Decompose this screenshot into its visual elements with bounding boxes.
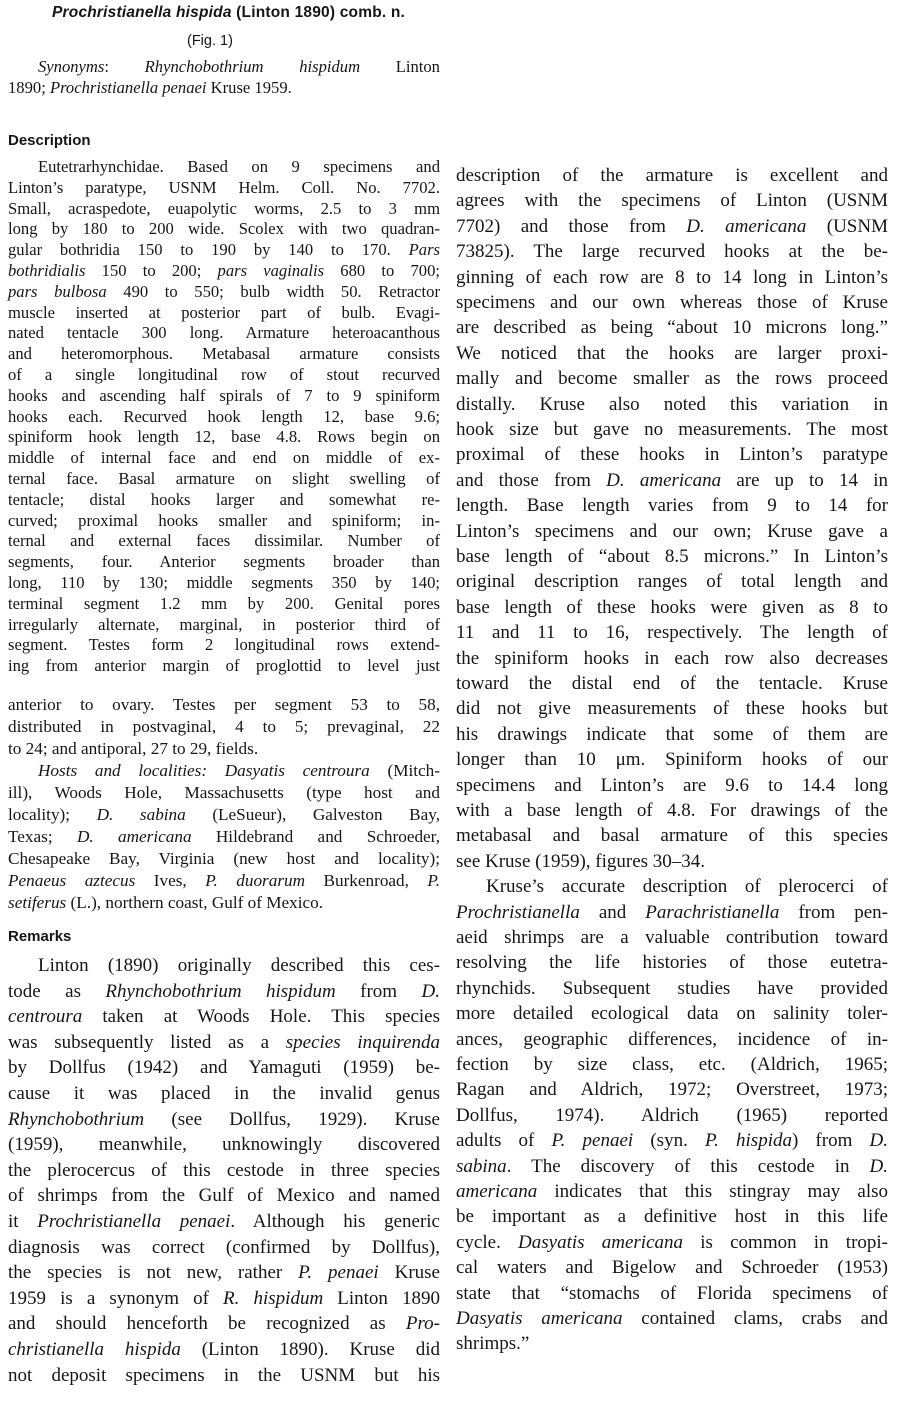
text-line: [8, 1107, 440, 1132]
italic-text: P.: [427, 871, 441, 890]
italic-text: americana: [456, 1181, 538, 1202]
italic-text: Penaeus aztecus: [8, 871, 136, 890]
text-run: We noticed that the hooks are larger proxi-: [456, 342, 888, 364]
text-run: of a single longitudinal row of stout recurved: [8, 365, 440, 384]
text-line: [456, 366, 888, 391]
text-line: [456, 646, 888, 671]
text-line: [8, 738, 440, 759]
text-run: Ragan and Aldrich, 1972; Overstreet, 1973;: [456, 1079, 888, 1101]
text-line: [456, 900, 888, 925]
text-line: [8, 552, 440, 572]
text-line: [456, 925, 888, 950]
text-run: anterior to ovary. Testes per segment 53 to 58,: [8, 695, 440, 714]
text-run: with a base length of 4.8. For drawings of the: [456, 800, 888, 821]
text-run: of shrimps from the Gulf of Mexico and named: [8, 1185, 440, 1207]
text-run: (Mitch-: [369, 761, 440, 780]
text-line: [8, 344, 440, 364]
text-run: are described as being “about 10 microns long.”: [456, 317, 888, 339]
text-run: diagnosis was correct (confirmed by Dollfus),: [8, 1236, 440, 1258]
italic-text: Parachristianella: [645, 901, 780, 923]
text-run: (Linton 1890). Kruse did: [180, 1339, 440, 1360]
text-run: ginning of each row are 8 to 14 long in Linton’s: [456, 266, 888, 288]
text-line: [456, 976, 888, 1001]
text-run: :: [104, 57, 145, 76]
text-run: distributed in postvaginal, 4 to 5; prevaginal, 22: [8, 717, 440, 736]
text-run: . The discovery of this cestode in: [506, 1155, 870, 1177]
text-line: [456, 823, 888, 848]
text-line: [8, 1286, 440, 1311]
text-run: middle of internal face and end on middle of ex-: [8, 448, 440, 468]
text-run: agrees with the specimens of Linton (USNM: [456, 190, 888, 212]
text-line: [8, 1260, 440, 1285]
text-line: [8, 760, 440, 781]
text-run: long by 180 to 200 wide. Scolex with two quadran-: [8, 219, 440, 239]
text-line: [8, 979, 440, 1004]
text-line: [8, 1235, 440, 1260]
text-line: [8, 1030, 440, 1055]
text-line: [456, 519, 888, 544]
text-line: [8, 1081, 440, 1106]
italic-text: pars vaginalis: [217, 261, 325, 280]
text-run: ternal and external faces dissimilar. Number of: [8, 531, 440, 551]
text-line: [8, 78, 440, 98]
text-line: [8, 448, 440, 468]
text-line: [8, 157, 440, 177]
text-run: curved; proximal hooks smaller and spiniform; in-: [8, 510, 440, 530]
text-run: gular bothridia 150 to 190 by 140 to 170.: [8, 240, 409, 260]
text-line: [8, 427, 440, 447]
text-run: the spiniform hooks in each row also decreases: [456, 647, 888, 669]
text-line: [8, 848, 440, 869]
text-run: and: [579, 901, 646, 923]
text-line: [8, 826, 440, 847]
text-line: [456, 1027, 888, 1052]
text-line: [456, 1331, 888, 1356]
text-line: [456, 849, 888, 874]
text-line: [456, 1230, 888, 1255]
text-run: state that “stomachs of Florida specimens of: [456, 1282, 888, 1304]
italic-text: pars bulbosa: [8, 281, 107, 301]
text-run: be important as a definitive host in this life: [456, 1206, 888, 1228]
text-run: base length of these hooks were given as 8 to: [456, 596, 888, 618]
italic-text: P. penaei: [298, 1262, 379, 1284]
text-run: tode as: [8, 980, 106, 1002]
text-run: hooks and ascending half spirals of 7 to 9 spiniform: [8, 385, 440, 405]
text-line: [456, 773, 888, 798]
text-run: (L.), northern coast, Gulf of Mexico.: [66, 893, 324, 912]
text-line: [456, 747, 888, 772]
text-line: [456, 544, 888, 569]
text-run: length. Base length varies from 9 to 14 for: [456, 495, 888, 517]
text-line: [8, 365, 440, 385]
text-run: long, 110 by 130; middle segments 350 by 140;: [8, 573, 440, 592]
text-line: [8, 490, 440, 510]
text-run: fection by size class, etc. (Aldrich, 1965;: [456, 1054, 888, 1075]
text-line: [456, 315, 888, 340]
text-line: [8, 531, 440, 551]
text-run: ill), Woods Hole, Massachusetts (type host and: [8, 783, 440, 802]
italic-text: Prochristianella penaei: [37, 1211, 231, 1232]
text-line: [8, 303, 440, 323]
italic-text: Prochristianella penaei: [49, 78, 207, 97]
text-line: [8, 323, 440, 343]
text-line: [8, 407, 440, 427]
text-line: [456, 696, 888, 721]
italic-text: Dasyatis americana: [518, 1231, 684, 1253]
text-line: [456, 188, 888, 213]
text-line: [456, 214, 888, 239]
text-line: [8, 870, 440, 891]
text-run: it: [8, 1211, 38, 1232]
text-run: hooks each. Recurved hook length 12, base 9.6;: [8, 406, 440, 426]
text-line: [456, 1001, 888, 1026]
text-line: [8, 1311, 440, 1336]
text-run: Hildebrand and Schroeder,: [191, 827, 441, 846]
text-run: did not give measurements of these hooks but: [456, 698, 888, 720]
text-line: [456, 1103, 888, 1128]
text-run: Eutetrarhynchidae. Based on 9 specimens and: [38, 157, 440, 176]
text-line: [8, 1055, 440, 1080]
text-line: [456, 671, 888, 696]
text-run: distally. Kruse also noted this variation in: [456, 393, 888, 415]
text-line: [456, 1306, 888, 1331]
text-run: base length of “about 8.5 microns.” In Linton’s: [456, 546, 888, 567]
text-run: aeid shrimps are a valuable contribution toward: [456, 927, 888, 948]
text-run: original description ranges of total length and: [456, 571, 888, 593]
text-line: [456, 1052, 888, 1077]
text-line: [456, 1281, 888, 1306]
text-line: [456, 417, 888, 442]
italic-text: D. americana: [686, 215, 807, 237]
text-run: Kruse’s accurate description of plerocerci of: [486, 876, 888, 898]
text-run: longer than 10 μm. Spiniform hooks of our: [456, 749, 888, 771]
italic-text: P. duorarum: [205, 871, 306, 890]
text-line: [456, 468, 888, 493]
text-run: ) from: [791, 1130, 870, 1152]
italic-text: species inquirenda: [285, 1031, 441, 1053]
text-line: [456, 569, 888, 594]
text-line: [456, 1077, 888, 1102]
text-line: [456, 722, 888, 747]
text-line: [8, 635, 440, 655]
text-line: [456, 1204, 888, 1229]
italic-text: Prochristianella: [456, 901, 580, 923]
text-run: is common in tropi-: [683, 1231, 889, 1253]
text-run: was subsequently listed as a: [8, 1031, 286, 1053]
italic-text: Rhynchobothrium hispidum: [144, 57, 361, 76]
text-run: Dollfus, 1974). Aldrich (1965) reported: [456, 1104, 888, 1126]
text-run: 680 to 700;: [324, 261, 440, 280]
text-run: (LeSueur), Galveston Bay,: [185, 805, 440, 824]
italic-text: D. americana: [76, 827, 192, 846]
text-run: hook size but gave no measurements. The most: [456, 419, 888, 440]
text-run: segments, four. Anterior segments broader than: [8, 552, 440, 572]
text-run: Linton 1890: [323, 1287, 441, 1309]
text-run: Linton’s paratype, USNM Helm. Coll. No. 7702.: [8, 177, 440, 197]
text-run: indicates that this stingray may also: [537, 1181, 888, 1202]
text-run: metabasal and basal armature of this species: [456, 825, 888, 847]
text-run: cal waters and Bigelow and Schroeder (1953): [456, 1257, 888, 1279]
text-line: [8, 782, 440, 803]
italic-text: D.: [869, 1130, 888, 1152]
text-run: 7702) and those from: [456, 215, 687, 237]
text-run: (1959), meanwhile, unknowingly discovered: [8, 1134, 440, 1156]
species-title-authority: (Linton 1890) comb. n.: [231, 4, 406, 21]
text-run: (syn.: [633, 1130, 705, 1152]
text-line: [456, 493, 888, 518]
text-line: [456, 442, 888, 467]
text-run: Chesapeake Bay, Virginia (new host and locality);: [8, 849, 440, 868]
text-run: 1890;: [8, 78, 50, 97]
text-line: [8, 199, 440, 219]
figure-reference: (Fig. 1): [187, 33, 233, 49]
remarks-heading: Remarks: [8, 928, 72, 945]
text-line: [8, 953, 440, 978]
text-run: taken at Woods Hole. This species: [82, 1006, 440, 1028]
text-line: [8, 469, 440, 489]
text-line: [8, 1183, 440, 1208]
italic-text: Pars: [408, 240, 440, 260]
text-line: [8, 261, 440, 281]
text-run: irregularly alternate, marginal, in posterior third of: [8, 614, 440, 634]
text-run: terminal segment 1.2 mm by 200. Genital pores: [8, 593, 440, 613]
text-line: [8, 594, 440, 614]
italic-text: D.: [421, 980, 440, 1002]
text-line: [456, 595, 888, 620]
text-line: [456, 1179, 888, 1204]
text-line: [8, 694, 440, 715]
italic-text: P. hispida: [704, 1130, 792, 1152]
italic-text: setiferus: [8, 893, 67, 912]
text-run: 490 to 550; bulb width 50. Retractor: [106, 281, 440, 301]
text-run: cause it was placed in the invalid genus: [8, 1083, 440, 1104]
text-line: [8, 511, 440, 531]
text-line: [8, 386, 440, 406]
text-run: and should henceforth be recognized as: [8, 1313, 406, 1335]
text-run: 150 to 200;: [85, 261, 218, 280]
italic-text: sabina: [456, 1155, 507, 1177]
text-run: description of the armature is excellent and: [456, 165, 888, 186]
text-run: shrimps.”: [456, 1333, 530, 1355]
species-title: [52, 4, 405, 22]
text-run: Linton (1890) originally described this ces-: [38, 955, 440, 976]
text-line: [8, 656, 440, 676]
text-run: and heteromorphous. Metabasal armature consists: [8, 344, 440, 364]
italic-text: Rhynchobothrium hispidum: [105, 980, 336, 1002]
text-run: muscle inserted at posterior part of bulb. Evagi-: [8, 302, 440, 322]
text-run: tentacle; distal hooks larger and somewhat re-: [8, 489, 440, 509]
text-line: [8, 804, 440, 825]
text-line: [8, 1158, 440, 1183]
text-line: [456, 290, 888, 315]
text-run: Linton: [360, 57, 440, 76]
text-run: ing from anterior margin of proglottid to level just: [8, 656, 440, 676]
text-run: 1959 is a synonym of: [8, 1287, 224, 1309]
italic-text: Synonyms: [38, 57, 105, 76]
text-line: [456, 1128, 888, 1153]
text-run: by Dollfus (1942) and Yamaguti (1959) be-: [8, 1057, 440, 1079]
text-run: nated tentacle 300 long. Armature heteroacanthous: [8, 323, 440, 343]
text-line: [456, 239, 888, 264]
text-line: [8, 1337, 440, 1362]
text-run: specimens and Linton’s are 9.6 to 14.4 long: [456, 774, 888, 796]
text-run: his drawings indicate that some of them are: [456, 723, 888, 745]
text-run: see Kruse (1959), figures 30–34.: [456, 850, 706, 872]
text-run: cycle.: [456, 1231, 519, 1253]
text-line: [456, 798, 888, 823]
text-run: adults of: [456, 1130, 552, 1152]
species-title-italic: Prochristianella hispida: [52, 4, 232, 21]
text-run: to 24; and antiporal, 27 to 29, fields.: [8, 739, 259, 758]
text-line: [8, 1004, 440, 1029]
text-run: 73825). The large recurved hooks at the be-: [456, 241, 888, 263]
text-line: [456, 341, 888, 366]
text-run: ances, geographic differences, incidence of in-: [456, 1028, 888, 1050]
text-run: Linton’s specimens and our own; Kruse gave a: [456, 520, 888, 542]
text-run: Ives,: [135, 871, 206, 890]
italic-text: Pro-: [405, 1313, 440, 1335]
text-line: [456, 163, 888, 188]
text-line: [8, 573, 440, 593]
text-line: [8, 1132, 440, 1157]
text-run: rhynchids. Subsequent studies have provided: [456, 977, 888, 999]
text-run: mally and become smaller as the rows proceed: [456, 368, 888, 390]
text-line: [8, 219, 440, 239]
text-run: ternal face. Basal armature on slight swelling of: [8, 469, 440, 488]
text-line: [8, 892, 440, 913]
italic-text: D. sabina: [96, 805, 186, 824]
text-line: [8, 240, 440, 260]
text-line: [456, 874, 888, 899]
text-run: from: [335, 980, 422, 1002]
text-line: [456, 1154, 888, 1179]
italic-text: christianella hispida: [8, 1339, 181, 1360]
italic-text: Hosts and localities: Dasyatis centroura: [38, 761, 370, 780]
italic-text: D. americana: [606, 469, 722, 491]
text-line: [8, 282, 440, 302]
text-line: [456, 1255, 888, 1280]
text-run: . Although his generic: [230, 1211, 440, 1232]
italic-text: centroura: [8, 1006, 83, 1028]
text-run: Small, acraspedote, euapolytic worms, 2.5 to 3 mm: [8, 198, 440, 218]
text-run: proximal of these hooks in Linton’s paratype: [456, 444, 888, 466]
text-run: segment. Testes form 2 longitudinal rows extend-: [8, 635, 440, 655]
text-line: [8, 716, 440, 737]
text-run: (USNM: [806, 215, 888, 237]
text-run: Kruse: [378, 1262, 440, 1284]
text-line: [8, 178, 440, 198]
italic-text: Rhynchobothrium: [8, 1108, 145, 1130]
text-run: Kruse 1959.: [206, 78, 292, 97]
italic-text: bothridialis: [8, 261, 86, 280]
text-run: the plerocercus of this cestode in three species: [8, 1159, 440, 1181]
italic-text: Dasyatis americana: [456, 1308, 623, 1329]
text-run: contained clams, crabs and: [622, 1308, 889, 1329]
text-run: Texas;: [8, 827, 77, 846]
text-run: and those from: [456, 469, 607, 491]
text-line: [8, 1363, 440, 1388]
text-line: [8, 57, 440, 77]
text-run: toward the distal end of the tentacle. Kruse: [456, 673, 888, 694]
text-run: more detailed ecological data on salinity toler-: [456, 1003, 888, 1025]
text-run: resolving the life histories of those eutetra-: [456, 952, 888, 974]
text-line: [8, 615, 440, 635]
text-line: [456, 392, 888, 417]
text-run: locality);: [8, 805, 97, 824]
italic-text: R. hispidum: [223, 1287, 324, 1309]
text-run: (see Dollfus, 1929). Kruse: [144, 1108, 440, 1130]
description-heading: Description: [8, 132, 91, 149]
text-line: [456, 620, 888, 645]
text-run: specimens and our own whereas those of Kruse: [456, 292, 888, 313]
text-line: [456, 265, 888, 290]
text-line: [8, 1209, 440, 1234]
italic-text: P. penaei: [551, 1130, 634, 1152]
text-run: from pen-: [779, 901, 888, 923]
text-run: Burkenroad,: [305, 871, 428, 890]
italic-text: D.: [869, 1155, 888, 1177]
text-run: not deposit specimens in the USNM but his: [8, 1364, 440, 1386]
text-line: [456, 950, 888, 975]
text-run: the species is not new, rather: [8, 1262, 299, 1284]
text-run: 11 and 11 to 16, respectively. The length of: [456, 622, 888, 644]
text-run: spiniform hook length 12, base 4.8. Rows begin on: [8, 427, 440, 447]
text-run: are up to 14 in: [721, 469, 888, 491]
